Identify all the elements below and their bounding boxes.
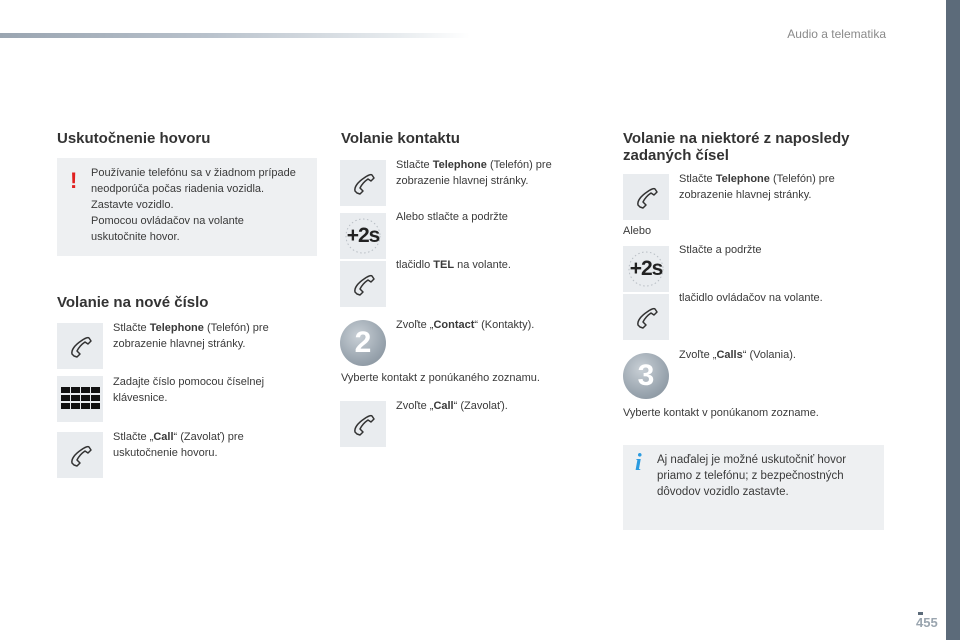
contact-step-3: tlačidlo TEL na volante. xyxy=(396,259,511,271)
recent-step-1-line-2: zobrazenie hlavnej stránky. xyxy=(679,189,812,201)
warning-text-line-2: neodporúča počas riadenia vozidla. xyxy=(91,183,265,195)
phone-icon-box xyxy=(340,160,386,206)
page-number: 455 xyxy=(916,615,938,630)
phone-icon xyxy=(57,432,103,478)
call-icon-box xyxy=(57,432,103,478)
contact-step-2: Alebo stlačte a podržte xyxy=(396,211,508,223)
keypad-icon-box xyxy=(57,376,103,422)
contact-step-4: Zvoľte „Contact“ (Kontakty). xyxy=(396,319,535,331)
header-title: Audio a telematika xyxy=(787,27,886,41)
hold-2s-icon-box xyxy=(623,246,669,292)
phone-icon xyxy=(623,174,669,220)
contact-note: Vyberte kontakt z ponúkaného zoznamu. xyxy=(341,372,540,384)
info-text-line-3: dôvodov vozidlo zastavte. xyxy=(657,486,789,498)
new-number-step-1: Stlačte Telephone (Telefón) pre xyxy=(113,322,269,334)
recent-or-label: Alebo xyxy=(623,225,652,237)
step-number-3: 3 xyxy=(623,353,669,399)
new-number-step-3: Stlačte „Call“ (Zavolať) pre xyxy=(113,431,244,443)
section-title-recent-numbers-2: zadaných čísel xyxy=(623,147,729,164)
new-number-step-3-line-2: uskutočnenie hovoru. xyxy=(113,447,218,459)
hold-2s-icon-box xyxy=(340,213,386,259)
phone-icon xyxy=(623,294,669,340)
new-number-step-2-line-2: klávesnice. xyxy=(113,392,168,404)
contact-step-5: Zvoľte „Call“ (Zavolať). xyxy=(396,400,508,412)
recent-note: Vyberte kontakt v ponúkanom zozname. xyxy=(623,407,819,419)
phone-icon xyxy=(340,261,386,307)
info-text-line-2: priamo z telefónu; z bezpečnostných xyxy=(657,470,844,482)
phone-icon xyxy=(340,160,386,206)
section-title-making-call: Uskutočnenie hovoru xyxy=(57,130,211,147)
new-number-step-1-line-2: zobrazenie hlavnej stránky. xyxy=(113,338,246,350)
contact-step-1-line-2: zobrazenie hlavnej stránky. xyxy=(396,175,529,187)
section-title-new-number: Volanie na nové číslo xyxy=(57,294,209,311)
info-icon: i xyxy=(635,450,642,476)
warning-text-line-5: uskutočnite hovor. xyxy=(91,231,180,243)
new-number-step-2: Zadajte číslo pomocou číselnej xyxy=(113,376,265,388)
phone-icon-box xyxy=(623,294,669,340)
call-icon-box xyxy=(340,401,386,447)
page-edge-strip xyxy=(946,0,960,640)
section-title-call-contact: Volanie kontaktu xyxy=(341,130,460,147)
recent-step-2: Stlačte a podržte xyxy=(679,244,762,256)
recent-step-4: Zvoľte „Calls“ (Volania). xyxy=(679,349,796,361)
warning-text-line-3: Zastavte vozidlo. xyxy=(91,199,174,211)
hold-2s-badge: +2s xyxy=(629,257,663,280)
contact-step-1: Stlačte Telephone (Telefón) pre xyxy=(396,159,552,171)
phone-icon xyxy=(57,323,103,369)
warning-icon: ! xyxy=(70,168,78,193)
warning-text-line-1: Používanie telefónu sa v žiadnom prípade xyxy=(91,167,296,179)
step-number-2: 2 xyxy=(340,320,386,366)
info-text-line-1: Aj naďalej je možné uskutočniť hovor xyxy=(657,454,847,466)
header-decor-bar xyxy=(0,33,470,38)
warning-text-line-4: Pomocou ovládačov na volante xyxy=(91,215,244,227)
phone-icon xyxy=(340,401,386,447)
phone-icon-box xyxy=(340,261,386,307)
recent-step-3: tlačidlo ovládačov na volante. xyxy=(679,292,823,304)
keypad-icon xyxy=(57,376,103,422)
recent-step-1: Stlačte Telephone (Telefón) pre xyxy=(679,173,835,185)
hold-2s-badge: +2s xyxy=(346,224,380,247)
section-title-recent-numbers-1: Volanie na niektoré z naposledy xyxy=(623,130,850,147)
phone-icon-box xyxy=(57,323,103,369)
phone-icon-box xyxy=(623,174,669,220)
